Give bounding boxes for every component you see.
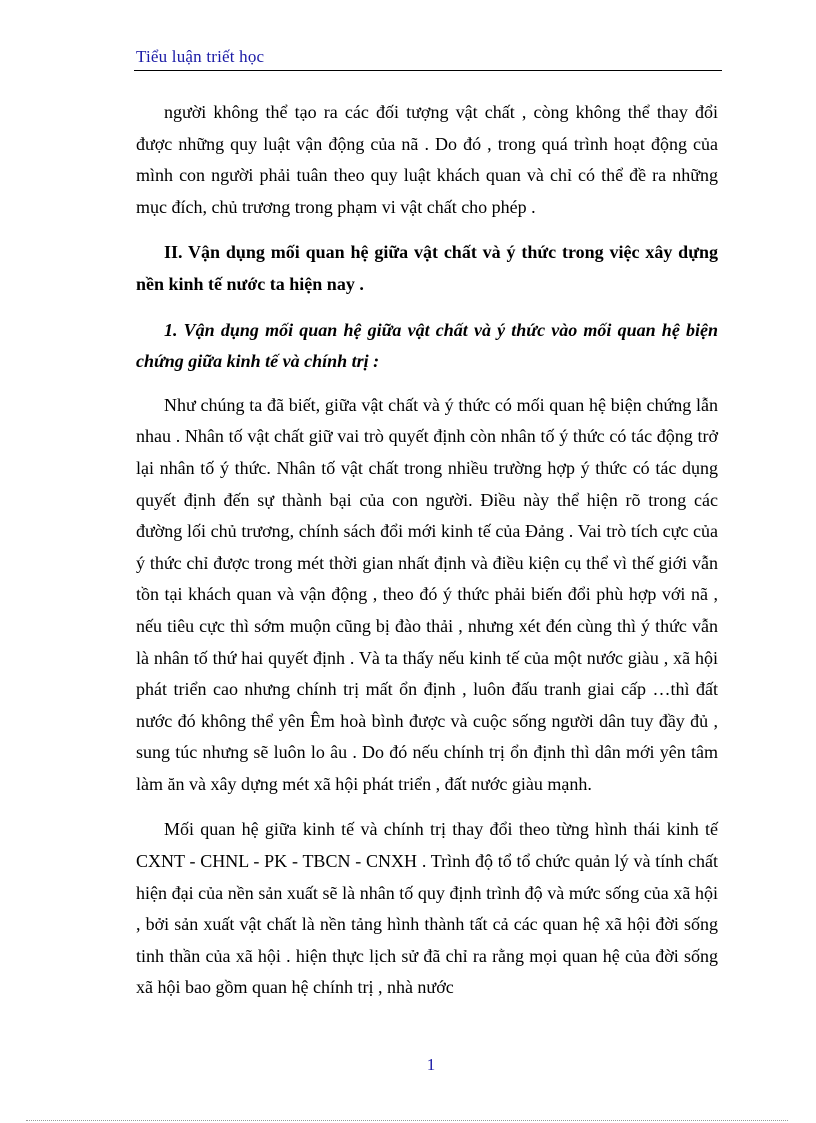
paragraph-economy-politics: Mối quan hệ giữa kinh tế và chính trị thay đổi theo từng hình thái kinh tế CXNT - CHNL - PK - TBCN - CNXH . Trình độ tổ tổ chức quản lý và tính chất hiện đại của nền sản xuất sẽ là nhân tố quy định trình độ và mức sống của xã hội , bởi sản xuất vật chất là nền tảng hình thành tất cả các quan hệ xã hội đời sống tinh thần của xã hội . hiện thực lịch sử đã chỉ ra rằng mọi quan hệ của đời sống xã hội bao gồm quan hệ chính trị , nhà nước <box>136 819 718 998</box>
document-body <box>136 97 718 1004</box>
subsection-heading: 1. Vận dụng mối quan hệ giữa vật chất và ý thức vào mối quan hệ biện chứng giữa kinh tế và chính trị : <box>136 319 718 372</box>
header-divider <box>134 70 722 71</box>
page-bottom-border <box>26 1120 788 1121</box>
page-number: 1 <box>426 1055 436 1074</box>
section-heading: II. Vận dụng mối quan hệ giữa vật chất và ý thức trong việc xây dựng nền kinh tế nước ta hiện nay . <box>136 242 718 294</box>
paragraph-dialectic-relation: Như chúng ta đã biết, giữa vật chất và ý thức có mối quan hệ biện chứng lẫn nhau . Nhân tố vật chất giữ vai trò quyết định còn nhân tố ý thức có tác động trở lại nhân tố ý thức. Nhân tố vật chất trong nhiều trường hợp ý thức có tác dụng quyết định đến sự thành bại của con người. Điều này thể hiện rõ trong các đường lối chủ trương, chính sách đổi mới kinh tế của Đảng . Vai trò tích cực của ý thức chỉ được trong mét thời gian nhất định và điều kiện cụ thể vì thế giới vẫn tồn tại khách quan và vận động , theo đó ý thức phải biến đổi phù hợp với nã , nếu tiêu cực thì sớm muộn cũng bị đào thải , nhưng xét đén cùng thì ý thức vẫn là nhân tố thứ hai quyết định . Và ta thấy nếu kinh tế của một nước giàu , xã hội phát triển cao nhưng chính trị mất ổn định , luôn đấu tranh giai cấp …thì đất nước đó không thể yên Êm hoà bình được và cuộc sống người dân tuy đầy đủ , sung túc nhưng sẽ luôn lo âu . Do đó nếu chính trị ổn định thì dân mới yên tâm làm ăn và xây dựng mét xã hội phát triển , đất nước giàu mạnh. <box>136 394 718 794</box>
running-header-title: Tiểu luận triết học <box>136 47 265 66</box>
paragraph-continuation: người không thể tạo ra các đối tượng vật chất , còng không thể thay đổi được những quy luật vận động của nã . Do đó , trong quá trình hoạt động của mình con người phải tuân theo quy luật khách quan và chỉ có thể đề ra những mục đích, chủ trương trong phạm vi vật chất cho phép . <box>136 102 718 217</box>
